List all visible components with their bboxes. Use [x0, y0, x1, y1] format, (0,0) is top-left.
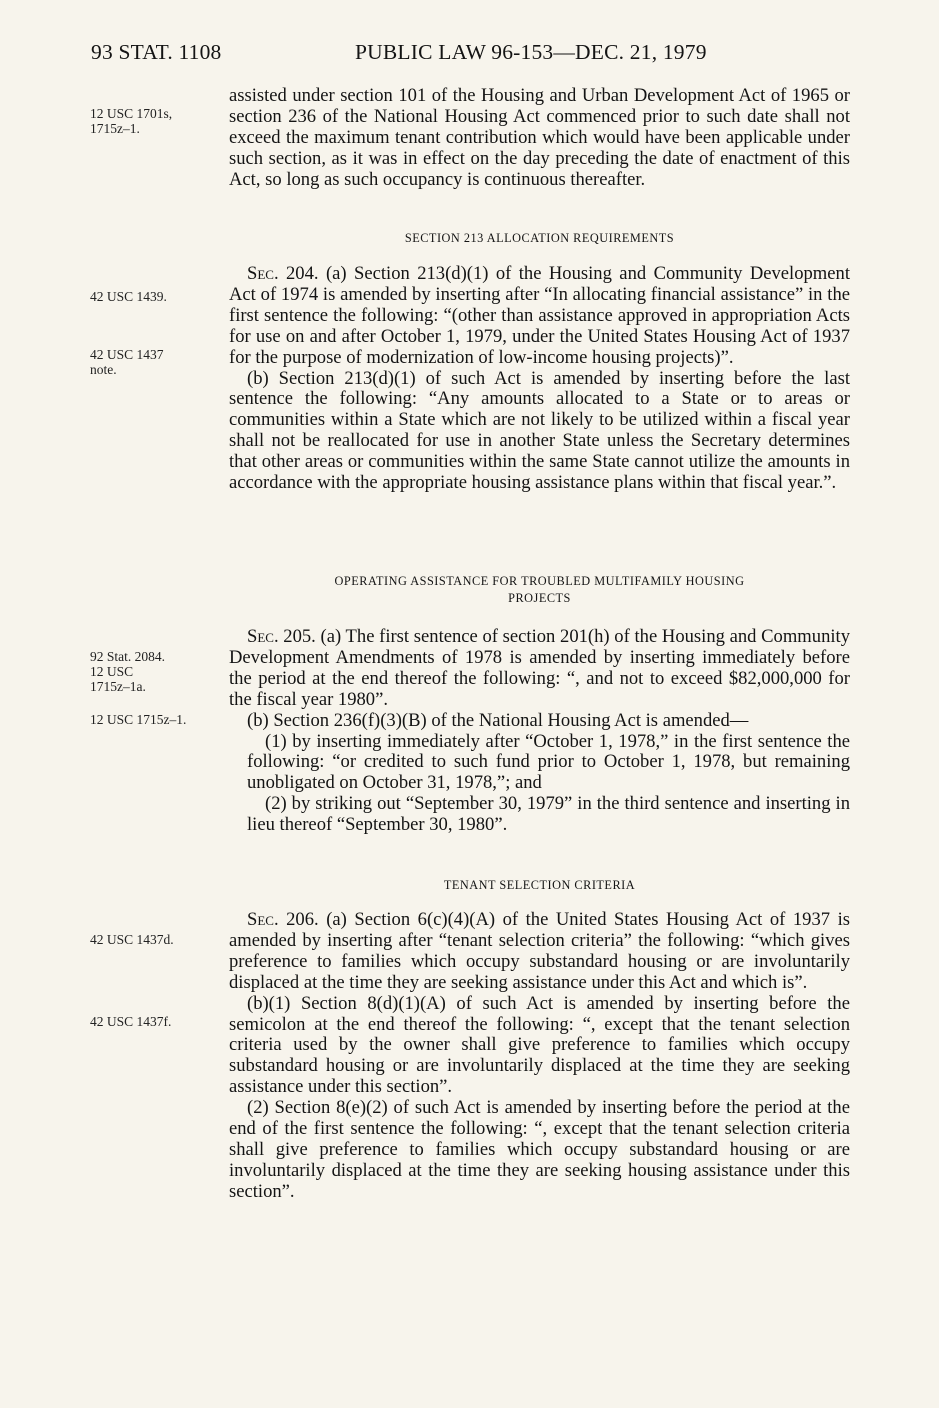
margin-note-usc-1437f [90, 1014, 171, 1029]
heading-line: PROJECTS [508, 591, 571, 605]
margin-note-usc-1437d [90, 932, 174, 947]
sec-205-subsection-b: (b) Section 236(f)(3)(B) of the National Housing Act is amended— [247, 709, 749, 731]
margin-note-line: 42 USC 1437d. [90, 932, 174, 947]
section-204-block [229, 264, 850, 494]
sec-206-label: Sec. 206. [247, 909, 319, 930]
sec-206-subsection-b2: (2) Section 8(e)(2) of such Act is amended by inserting before the period at the end of the first sentence the following: “, except that the tenant selection criteria shall give preference to families which occupy substandard housing or are involuntarily displaced at the time they are seeking housing assistance under this section”. [229, 1097, 850, 1202]
margin-note-usc-1439 [90, 289, 167, 304]
margin-note-line: 42 USC 1437 [90, 347, 164, 362]
heading-operating-assistance [229, 573, 850, 607]
sec-204-a-text: (a) Section 213(d)(1) of the Housing and Community Development Act of 1974 is amended by inserting after “In allocating financial assistance” in the first sentence the following: “(other than assistance approved in appropriation Acts for use on and after October 1, 1979, under the United States Housing Act of 1937 for the purpose of modernization of low-income housing projects)”. [229, 263, 850, 368]
stat-page-reference: 93 STAT. 1108 [91, 40, 222, 64]
sec-206-a-text: (a) Section 6(c)(4)(A) of the United States Housing Act of 1937 is amended by inserting after “tenant selection criteria” the following: “which gives preference to families which occupy substandard housing or are involuntarily displaced at the time they are seeking assistance under this Act and which is”. [229, 909, 850, 993]
margin-note-line: 12 USC 1715z–1. [90, 712, 187, 727]
sec-204-subsection-a [229, 264, 850, 369]
margin-note-92-stat-2084 [90, 649, 165, 694]
sec-204-label: Sec. 204. [247, 263, 319, 284]
margin-note-line: 1715z–1. [90, 121, 140, 136]
margin-note-line: 12 USC [90, 664, 134, 679]
sec-205-b-item-2: (2) by striking out “September 30, 1979” in the third sentence and inserting in lieu thereof “September 30, 1980”. [247, 793, 850, 836]
margin-note-line: 42 USC 1439. [90, 289, 167, 304]
margin-note-usc-1701s [90, 106, 172, 136]
sec-205-label: Sec. 205. [247, 626, 316, 647]
sec-205-b-item-1: (1) by inserting immediately after “October 1, 1978,” in the first sentence the following: “or credited to such fund prior to October 1, 1978, but remaining unobligated on October 31, 1978,”; and [247, 730, 850, 794]
sec-206-subsection-a [229, 910, 850, 994]
section-206-block [229, 910, 850, 1203]
sec-205-subsection-a [229, 627, 850, 711]
margin-note-line: 42 USC 1437f. [90, 1014, 172, 1029]
margin-note-usc-1715z-1 [90, 712, 186, 727]
margin-note-line: 12 USC 1701s, [90, 106, 173, 121]
margin-note-line: note. [90, 362, 117, 377]
intro-paragraph: assisted under section 101 of the Housing and Urban Development Act of 1965 or section 236 of the National Housing Act commenced prior to such date shall not exceed the maximum tenant contribution which would have been applicable under such section, as it was in effect on the day preceding the date of enactment of this Act, so long as such occupancy is continuous thereafter. [229, 85, 850, 190]
sec-205-a-text: (a) The first sentence of section 201(h) of the Housing and Community Development Amendments of 1978 is amended by inserting immediately before the period at the end thereof the following: “, and not to exceed $82,000,000 for the fiscal year 1980”. [229, 626, 850, 710]
law-title-header: PUBLIC LAW 96-153—DEC. 21, 1979 [355, 40, 707, 64]
sec-204-subsection-b: (b) Section 213(d)(1) of such Act is amended by inserting before the last sentence the following: “Any amounts allocated to a State or to areas or communities within a State which are not likely to be utilized within a fiscal year shall not be reallocated for use in another State unless the Secretary determines that other areas or communities within the same State cannot utilize the amounts in accordance with the appropriate housing assistance plans within that fiscal year.”. [229, 367, 850, 494]
section-205-block [229, 627, 850, 836]
margin-note-usc-1437-note [90, 347, 164, 377]
heading-tenant-selection: TENANT SELECTION CRITERIA [443, 878, 636, 892]
margin-note-line: 1715z–1a. [90, 679, 146, 694]
heading-section-213: SECTION 213 ALLOCATION REQUIREMENTS [404, 231, 675, 245]
intro-paragraph-block [229, 86, 850, 191]
margin-note-line: 92 Stat. 2084. [90, 649, 166, 664]
sec-206-subsection-b1: (b)(1) Section 8(d)(1)(A) of such Act is amended by inserting before the semicolon at the end thereof the following: “, except that the tenant selection criteria used by the owner shall give preference to families which occupy substandard housing or are involuntarily displaced at the time they are seeking assistance under this section”. [229, 992, 850, 1098]
heading-line: OPERATING ASSISTANCE FOR TROUBLED MULTIFAMILY HOUSING [334, 574, 745, 588]
